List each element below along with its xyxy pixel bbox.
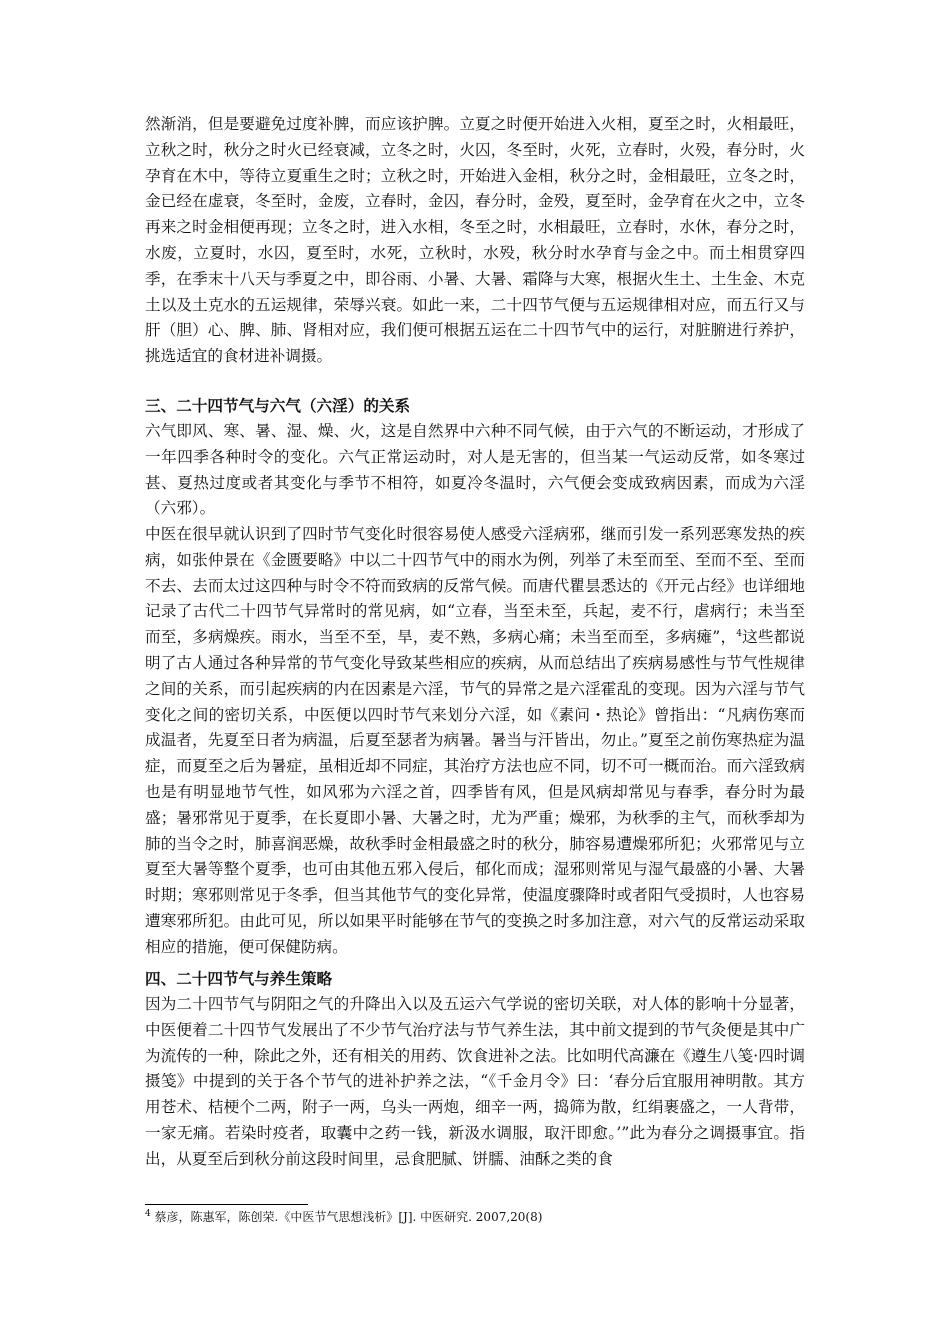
section-heading-four: 四、二十四节气与养生策略: [145, 969, 333, 988]
paragraph-six-pathogens-part-a: 中医在很早就认识到了四时节气变化时很容易使人感受六淫病邪，继而引发一系列恶寒发热的疾病，如张仲景在《金匮要略》中以二十四节气中的雨水为例，列举了未至而至、至而不至、至而不去、去而太过这四种与时令不符而致病的反常气候。而唐代瞿昙悉达的《开元占经》也详细地记录了古代二十四节气异常时的常见病，如“立春，当至未至，兵起，麦不行，虐病行；未当至而至，多病燥疾。雨水，当至不至，旱，麦不熟，多病心痛；未当至而至，多病瘫”，: [145, 525, 805, 647]
footnote-text: 蔡彦，陈惠军，陈创荣.《中医节气思想浅析》[J]. 中医研究. 2007,20(8): [150, 1210, 543, 1224]
paragraph-six-qi: 六气即风、寒、暑、湿、燥、火，这是自然界中六种不同气候，由于六气的不断运动，才形成了一年四季各种时令的变化。六气正常运动时，对人是无害的，但当某一气运动反常，如冬寒过甚、夏热过度或者其变化与季节不相符，如夏冷冬温时，六气便会变成致病因素，而成为六淫（六邪）。: [145, 422, 805, 518]
footnote: [145, 1208, 805, 1226]
paragraph-six-pathogens-part-b: 这些都说明了古人通过各种异常的节气变化导致某些相应的疾病，从而总结出了疾病易感性与节气性规律之间的关系，而引起疾病的内在因素是六淫，节气的异常之是六淫霍乱的变现。因为六淫与节气变化之间的密切关系，中医便以四时节气来划分六淫，如《素问・热论》曾指出：“凡病伤寒而成温者，先夏至日者为病温，后夏至瑟者为病暑。暑当与汗皆出，勿止。”夏至之前伤寒热症为温症，而夏至之后为暑症，虽相近却不同症，其治疗方法也应不同，切不可一概而治。而六淫致病也是有明显地节气性，如风邪为六淫之首，四季皆有风，但是风病却常见与春季，春分时为最盛；暑邪常见于夏季，在长夏即小暑、大暑之时，尤为严重；燥邪，为秋季的主气，而秋季却为肺的当令之时，肺喜润恶燥，故秋季时金相最盛之时的秋分，肺容易遭燥邪所犯；火邪常见与立夏至大暑等整个夏季，也可由其他五邪入侵后，郁化而成；湿邪则常见与湿气最盛的小暑、大暑时期；寒邪则常见于冬季，但当其他节气的变化异常，使温度骤降时或者阳气受损时，人也容易遭寒邪所犯。由此可见，所以如果平时能够在节气的变换之时多加注意，对六气的反常运动采取相应的措施，便可保健防病。: [145, 628, 805, 956]
paragraph-six-pathogens: [145, 522, 805, 961]
section-heading-three: 三、二十四节气与六气（六淫）的关系: [145, 396, 411, 415]
footnote-reference[interactable]: 4: [736, 629, 742, 639]
paragraph-five-phases: 然渐消，但是要避免过度补脾，而应该护脾。立夏之时便开始进入火相，夏至之时，火相最旺，立秋之时，秋分之时火已经衰减，立冬之时，火囚，冬至时，火死，立春时，火殁，春分时，火孕育在木中，等待立夏重生之时；立秋之时，开始进入金相，秋分之时，金相最旺，立冬之时，金已经在虚衰，冬至时，金废，立春时，金囚，春分时，金殁，夏至时，金孕育在火之中，立冬再来之时金相便再现；立冬之时，进入水相，冬至之时，水相最旺，立春时，水休，春分之时，水废，立夏时，水囚，夏至时，水死，立秋时，水殁，秋分时水孕育与金之中。而土相贯穿四季，在季末十八天与季夏之中，即谷雨、小暑、大暑、霜降与大寒，根据火生土、土生金、木克土以及土克水的五运规律，荣辱兴衰。如此一来，二十四节气便与五运规律相对应，而五行又与肝（胆）心、脾、肺、肾相对应，我们便可根据五运在二十四节气中的运行，对脏腑进行养护，挑选适宜的食材进补调摄。: [145, 115, 805, 366]
footnote-separator: [145, 1204, 308, 1205]
paragraph-health-strategy: 因为二十四节气与阴阳之气的升降出入以及五运六气学说的密切关联，对人体的影响十分显著，中医便着二十四节气发展出了不少节气治疗法与节气养生法，其中前文提到的节气灸便是其中广为流传的一种，除此之外，还有相关的用药、饮食进补之法。比如明代高濂在《遵生八笺·四时调摄笺》中提到的关于各个节气的进补护养之法，“《千金月令》曰：‘春分后宜服用神明散。其方用苍术、桔梗个二两，附子一两，乌头一两炮，细辛一两，捣筛为散，红绢裹盛之，一人背带，一家无痛。若染时疫者，取囊中之药一钱，新汲水调服，取汗即愈。’”此为春分之调摄事宜。指出，从夏至后到秋分前这段时间里，忌食肥腻、饼臑、油酥之类的食: [145, 995, 805, 1168]
footnote-mark: 4: [145, 1209, 151, 1219]
